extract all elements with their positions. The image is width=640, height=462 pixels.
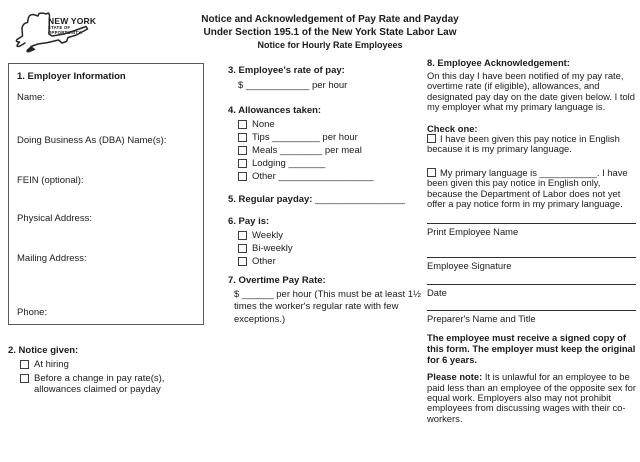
- middle-column: [228, 62, 424, 326]
- logo-text: [48, 17, 96, 36]
- allowance-option-other: [238, 171, 424, 182]
- pay-option-label: Other: [252, 256, 276, 267]
- regular-payday-section: [228, 194, 424, 206]
- regular-payday-heading: 5. Regular payday:: [228, 194, 313, 205]
- field-name[interactable]: Name:: [17, 92, 45, 103]
- allowance-option-label[interactable]: Lodging _______: [252, 158, 326, 169]
- date-line[interactable]: [427, 284, 636, 285]
- checkbox-biweekly[interactable]: [238, 244, 247, 253]
- pay-is-options: [238, 230, 424, 267]
- employee-signature-label: Employee Signature: [427, 260, 512, 272]
- employer-information-heading: 1. Employer Information: [17, 71, 126, 82]
- field-phone[interactable]: Phone:: [17, 307, 48, 318]
- rate-of-pay-heading: 3. Employee's rate of pay:: [228, 65, 345, 76]
- allowances-heading: 4. Allowances taken:: [228, 105, 322, 116]
- ack-option-other-language: [427, 168, 636, 210]
- overtime-heading: 7. Overtime Pay Rate:: [228, 275, 326, 286]
- regular-payday-blank[interactable]: _________________: [315, 194, 405, 205]
- form-title-line3: Notice for Hourly Rate Employees: [257, 40, 403, 50]
- checkbox-other-allowance[interactable]: [238, 172, 247, 181]
- allowance-option-lodging: [238, 158, 424, 169]
- logo-line-newyork: NEW YORK: [48, 16, 97, 26]
- field-dba-name[interactable]: Doing Business As (DBA) Name(s):: [17, 135, 167, 146]
- allowance-option-label[interactable]: Tips _________ per hour: [252, 132, 358, 143]
- pay-is-heading: 6. Pay is:: [228, 216, 270, 227]
- checkbox-meals[interactable]: [238, 146, 247, 155]
- pay-option-other: [238, 256, 424, 267]
- checkbox-none[interactable]: [238, 120, 247, 129]
- allowance-option-meals: [238, 145, 424, 156]
- ack-option-english: [427, 134, 636, 155]
- checkbox-before-change[interactable]: [20, 374, 29, 383]
- notice-option-label: Before a change in pay rate(s), allowances claimed or payday: [34, 373, 165, 395]
- ack-option-label[interactable]: My primary language is ___________. I have been given this pay notice in English only, because the Department of Labor does not yet offer a pay notice form in my primary language.: [427, 166, 628, 210]
- checkbox-english-primary[interactable]: [427, 134, 436, 143]
- print-name-signature-line[interactable]: [427, 223, 636, 224]
- field-mailing-address[interactable]: Mailing Address:: [17, 253, 87, 264]
- checkbox-lodging[interactable]: [238, 159, 247, 168]
- notice-given-section: [8, 345, 206, 395]
- print-name-label: Print Employee Name: [427, 226, 519, 238]
- please-note-label: Please note:: [427, 371, 485, 383]
- acknowledgement-heading: 8. Employee Acknowledgement:: [427, 57, 570, 68]
- allowance-option-label[interactable]: Meals ________ per meal: [252, 145, 362, 156]
- field-fein[interactable]: FEIN (optional):: [17, 175, 84, 186]
- nys-logo: [12, 10, 104, 56]
- retention-note: The employee must receive a signed copy of this form. The employer must keep the original for 6 years.: [427, 332, 636, 365]
- notice-given-heading: 2. Notice given:: [8, 345, 79, 356]
- checkbox-tips[interactable]: [238, 133, 247, 142]
- form-title-line2: Under Section 195.1 of the New York State Labor Law: [203, 27, 457, 38]
- field-physical-address[interactable]: Physical Address:: [17, 213, 92, 224]
- pay-option-biweekly: [238, 243, 424, 254]
- form-title: [150, 13, 510, 52]
- overtime-text[interactable]: $ ______ per hour (This must be at least 1½ times the worker's regular rate with few exceptions.): [234, 289, 421, 325]
- employee-signature-line[interactable]: [427, 257, 636, 258]
- acknowledgement-paragraph: On this day I have been notified of my pay rate, overtime rate (if eligible), allowances, and designated pay day on the date given below. I told my employer what my primary language is.: [427, 70, 635, 113]
- please-note-text: It is unlawful for an employee to be paid less than an employee of the opposite sex for equal work. Employers also may not prohibit employees from discussing wages with their co-workers.: [427, 371, 636, 424]
- pay-option-label: Bi-weekly: [252, 243, 293, 254]
- rate-of-pay-blank[interactable]: $ ____________ per hour: [238, 80, 348, 91]
- preparer-label: Preparer's Name and Title: [427, 313, 536, 325]
- pay-option-label: Weekly: [252, 230, 283, 241]
- form-title-line1: Notice and Acknowledgement of Pay Rate and Payday: [201, 14, 459, 25]
- notice-option-at-hiring: [20, 359, 190, 370]
- ack-option-label: I have been given this pay notice in English because it is my primary language.: [427, 133, 620, 155]
- notice-option-before-change: [20, 373, 190, 395]
- right-column: [427, 57, 636, 424]
- preparer-line[interactable]: [427, 310, 636, 311]
- left-column: [8, 63, 206, 395]
- checkbox-other-language[interactable]: [427, 168, 436, 177]
- checkbox-weekly[interactable]: [238, 231, 247, 240]
- allowance-option-label[interactable]: Other __________________: [252, 171, 374, 182]
- checkbox-other-pay[interactable]: [238, 257, 247, 266]
- allowance-option-none: [238, 119, 424, 130]
- check-one-label: Check one:: [427, 122, 478, 134]
- allowance-option-label: None: [252, 119, 275, 130]
- employer-information-box: [8, 63, 204, 325]
- notice-option-label: At hiring: [34, 359, 69, 370]
- checkbox-at-hiring[interactable]: [20, 360, 29, 369]
- pay-option-weekly: [238, 230, 424, 241]
- logo-line-opportunity: OPPORTUNITY.: [48, 29, 83, 35]
- logo-line-stateof: STATE OF: [48, 24, 71, 30]
- date-label: Date: [427, 287, 447, 299]
- allowances-options: [238, 119, 424, 182]
- allowance-option-tips: [238, 132, 424, 143]
- please-note: [427, 372, 636, 424]
